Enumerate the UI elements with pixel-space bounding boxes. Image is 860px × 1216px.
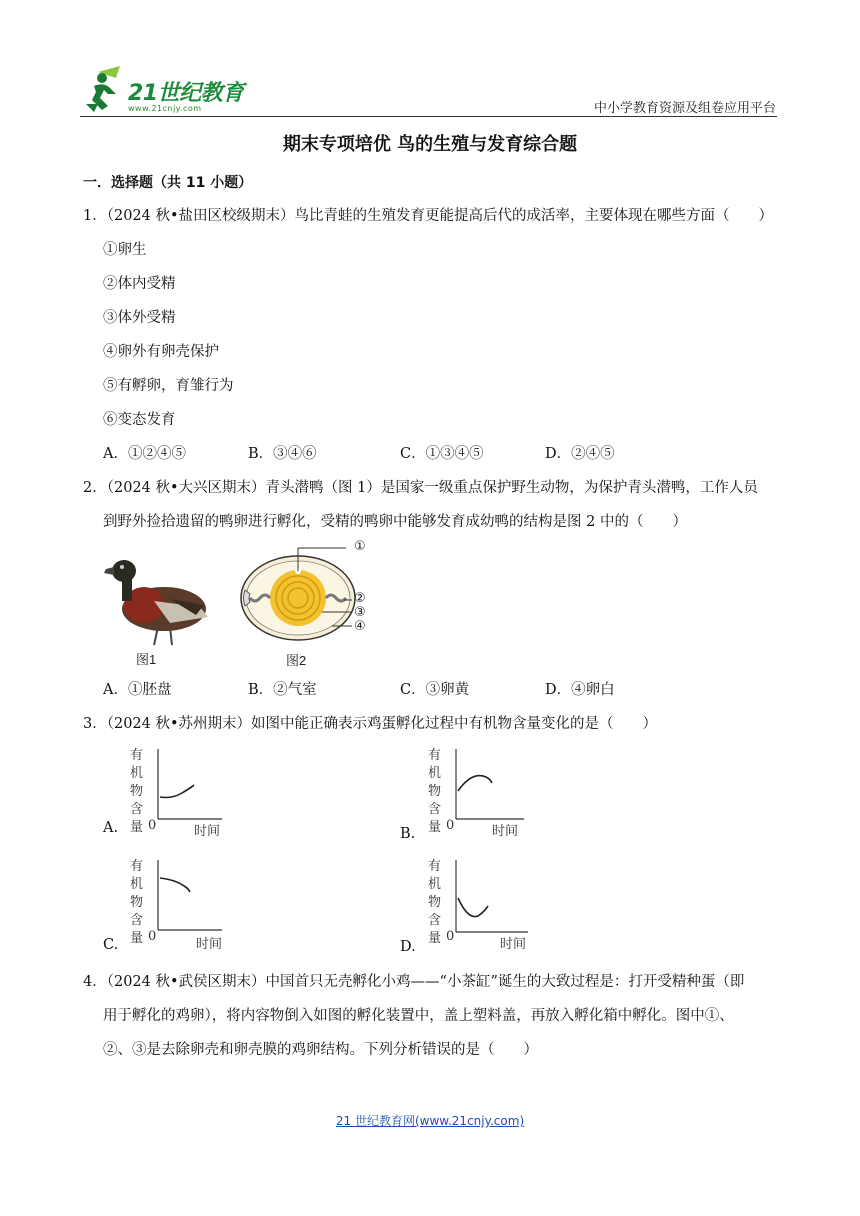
footer-link[interactable]: 21 世纪教育网(www.21cnjy.com) <box>335 1114 525 1128</box>
q1-option-d[interactable]: D．②④⑤ <box>545 446 615 462</box>
q3-stem: 3．（2024 秋•苏州期末）如图中能正确表示鸡蛋孵化过程中有机物含量变化的是（ ） <box>83 716 658 732</box>
svg-text:时间: 时间 <box>194 824 221 839</box>
svg-text:机: 机 <box>130 877 144 892</box>
svg-text:物: 物 <box>428 895 442 910</box>
q1-stem: 1．（2024 秋•盐田区校级期末）鸟比青蛙的生殖发育更能提高后代的成活率，主要体现在哪些方面（ ） <box>83 208 774 224</box>
svg-text:量: 量 <box>428 931 442 946</box>
svg-text:时间: 时间 <box>492 824 519 839</box>
svg-text:有: 有 <box>428 748 442 763</box>
curve-valley-chart <box>420 856 560 952</box>
svg-text:0: 0 <box>446 818 455 833</box>
q2-option-c[interactable]: C．③卵黄 <box>400 682 470 698</box>
svg-text:物: 物 <box>130 784 144 799</box>
q2-option-d[interactable]: D．④卵白 <box>545 682 615 698</box>
q3-chart-c[interactable] <box>122 856 262 956</box>
svg-text:有: 有 <box>130 748 144 763</box>
svg-text:机: 机 <box>130 766 144 781</box>
q4-line2: 用于孵化的鸡卵），将内容物倒入如图的孵化装置中，盖上塑料盖，再放入孵化箱中孵化。图中①、 <box>103 1008 734 1024</box>
svg-text:量: 量 <box>428 820 442 835</box>
q4-line3: ②、③是去除卵壳和卵壳膜的鸡卵结构。下列分析错误的是（ ） <box>103 1042 538 1058</box>
svg-text:物: 物 <box>130 895 144 910</box>
q1-option-b[interactable]: B．③④⑥ <box>248 446 317 462</box>
header-divider <box>80 116 777 117</box>
svg-text:量: 量 <box>130 820 144 835</box>
svg-text:0: 0 <box>148 929 157 944</box>
q3-chart-b[interactable] <box>420 745 560 845</box>
svg-text:含: 含 <box>428 802 442 817</box>
svg-text:0: 0 <box>446 929 455 944</box>
svg-text:机: 机 <box>428 877 442 892</box>
q2-stem-line1: 2．（2024 秋•大兴区期末）青头潜鸭（图 1）是国家一级重点保护野生动物，为保护青头潜鸭，工作人员 <box>83 480 758 496</box>
fig2-label-4: ④ <box>354 618 366 633</box>
svg-text:机: 机 <box>428 766 442 781</box>
q2-option-a[interactable]: A．①胚盘 <box>103 682 172 698</box>
fig2-label-3: ③ <box>354 604 366 619</box>
q1-item: ⑤有孵卵，育雏行为 <box>103 378 234 394</box>
svg-text:含: 含 <box>130 913 144 928</box>
q3-option-b[interactable]: B. <box>400 826 416 842</box>
q3-option-c[interactable]: C. <box>103 937 119 953</box>
svg-text:0: 0 <box>148 818 157 833</box>
logo-url: www.21cnjy.com <box>128 104 202 113</box>
fig2-caption: 图2 <box>286 653 307 668</box>
q4-line1: 4．（2024 秋•武侯区期末）中国首只无壳孵化小鸡——“小茶缸”诞生的大致过程是：打开受精种蛋（即 <box>83 974 745 990</box>
duck-figure <box>100 545 220 667</box>
svg-text:量: 量 <box>130 931 144 946</box>
q1-item: ②体内受精 <box>103 276 176 292</box>
q1-option-a[interactable]: A．①②④⑤ <box>103 446 186 462</box>
fig1-caption: 图1 <box>136 652 157 667</box>
q3-chart-a[interactable] <box>122 745 262 845</box>
logo-text: 21世纪教育 <box>128 81 244 106</box>
q1-item: ④卵外有卵壳保护 <box>103 344 219 360</box>
fig2-label-1: ① <box>354 538 366 553</box>
svg-text:时间: 时间 <box>196 937 223 952</box>
q1-item: ③体外受精 <box>103 310 176 326</box>
platform-name: 中小学教育资源及组卷应用平台 <box>593 101 776 116</box>
q1-option-c[interactable]: C．①③④⑤ <box>400 446 484 462</box>
page-title: 期末专项培优 鸟的生殖与发育综合题 <box>282 134 578 155</box>
svg-text:时间: 时间 <box>500 937 527 952</box>
curve-falling-chart <box>122 856 262 952</box>
q2-option-b[interactable]: B．②气室 <box>248 682 317 698</box>
svg-text:有: 有 <box>130 859 144 874</box>
q1-item: ⑥变态发育 <box>103 412 176 428</box>
svg-text:有: 有 <box>428 859 442 874</box>
q3-option-a[interactable]: A. <box>103 820 119 836</box>
q1-item: ①卵生 <box>103 242 147 258</box>
q2-stem-line2: 到野外捡拾遗留的鸭卵进行孵化，受精的鸭卵中能够发育成幼鸭的结构是图 2 中的（ ） <box>103 514 687 530</box>
egg-diagram <box>236 540 386 667</box>
section-heading: 一．选择题（共 11 小题） <box>83 175 253 191</box>
svg-text:含: 含 <box>428 913 442 928</box>
svg-text:物: 物 <box>428 784 442 799</box>
q3-chart-d[interactable] <box>420 856 560 956</box>
curve-rising-chart <box>122 745 262 841</box>
svg-text:含: 含 <box>130 802 144 817</box>
q3-option-d[interactable]: D. <box>400 939 416 955</box>
fig2-label-2: ② <box>354 590 366 605</box>
curve-peak-chart <box>420 745 560 841</box>
duck-icon <box>100 545 220 667</box>
